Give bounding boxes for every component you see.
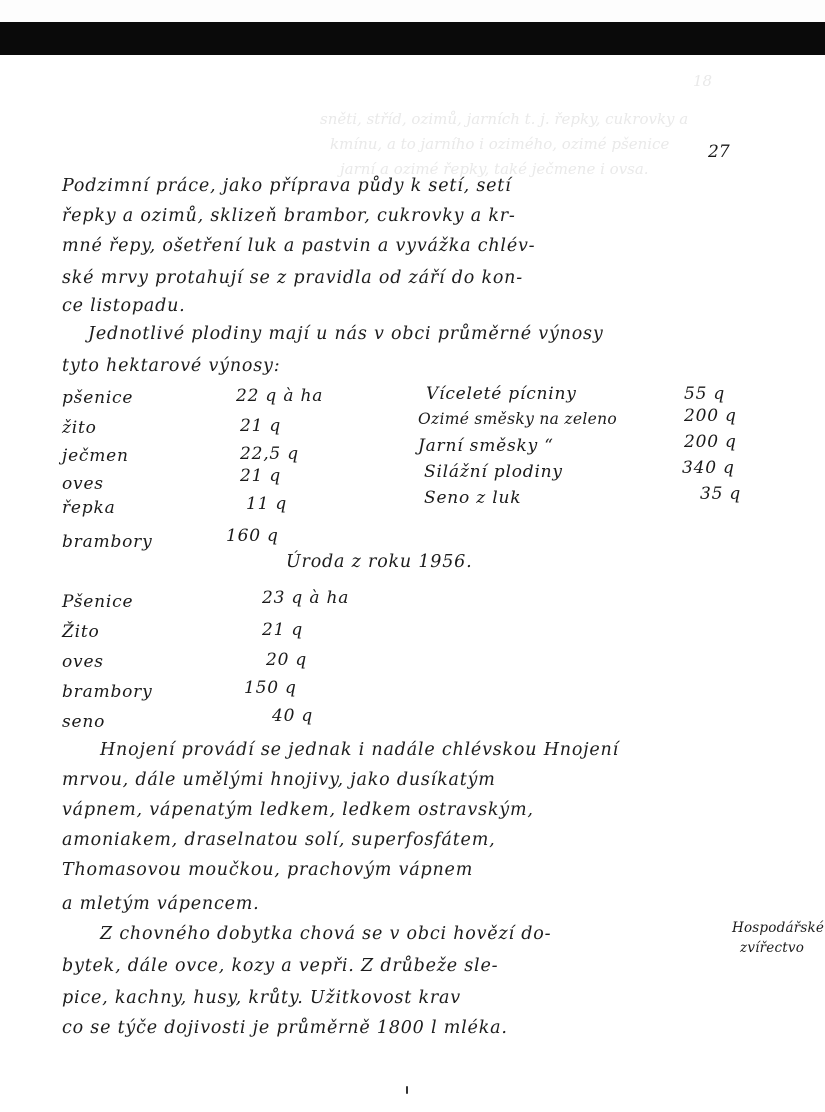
paragraph-line: co se týče dojivosti je průměrně 1800 l mléka.	[62, 1018, 508, 1038]
paragraph-line: amoniakem, draselnatou solí, superfosfátem,	[62, 830, 496, 850]
paragraph-line: ce listopadu.	[62, 296, 186, 316]
crop-yield: 21 q	[262, 620, 304, 640]
crop-name: oves	[62, 652, 104, 672]
crop-yield: 55 q	[684, 384, 726, 404]
crop-name: seno	[62, 712, 106, 732]
crop-name: žito	[62, 418, 97, 438]
paragraph-line: vápnem, vápenatým ledkem, ledkem ostravským,	[62, 800, 534, 820]
paragraph-line: Hnojení provádí se jednak i nadále chlévskou Hnojení	[100, 740, 620, 760]
crop-yield: 21 q	[240, 466, 282, 486]
scan-top-margin	[0, 0, 825, 22]
crop-yield: 340 q	[682, 458, 735, 478]
paragraph-line: mné řepy, ošetření luk a pastvin a vyvážka chlév-	[62, 236, 536, 256]
paragraph-line: bytek, dále ovce, kozy a vepři. Z drůbeže sle-	[62, 956, 499, 976]
crop-name: Ozimé směsky na zeleno	[418, 410, 618, 428]
crop-name: Jarní směsky “	[418, 436, 554, 456]
crop-yield: 160 q	[226, 526, 279, 546]
crop-name: Víceleté pícniny	[426, 384, 577, 404]
crop-name: brambory	[62, 682, 153, 702]
crop-yield: 35 q	[700, 484, 742, 504]
harvest-1956-heading: Úroda z roku 1956.	[286, 552, 473, 572]
crop-name: pšenice	[62, 388, 134, 408]
crop-name: Seno z luk	[424, 488, 522, 508]
crop-yield: 22 q à ha	[236, 386, 324, 406]
margin-note: zvířectvo	[740, 940, 805, 956]
crop-yield: 40 q	[272, 706, 314, 726]
crop-yield: 11 q	[246, 494, 288, 514]
ghost-line: kmínu, a to jarního i ozimého, ozimé pšenice	[330, 135, 670, 153]
paragraph-line: Z chovného dobytka chová se v obci hovězí do-	[100, 924, 552, 944]
intro-line: Jednotlivé plodiny mají u nás v obci průměrné výnosy	[88, 324, 604, 344]
paragraph-line: pice, kachny, husy, krůty. Užitkovost krav	[62, 988, 461, 1008]
ghost-line: jarní a ozimé řepky, také ječmene i ovsa.	[340, 160, 649, 178]
ghost-line: sněti, stříd, ozimů, jarních t. j. řepky, cukrovky a	[320, 110, 689, 128]
paragraph-line: mrvou, dále umělými hnojivy, jako dusíkatým	[62, 770, 496, 790]
crop-yield: 200 q	[684, 406, 737, 426]
crop-yield: 23 q à ha	[262, 588, 350, 608]
margin-note: Hospodářské	[732, 920, 825, 936]
crop-name: řepka	[62, 498, 116, 518]
crop-yield: 150 q	[244, 678, 297, 698]
crop-name: Silážní plodiny	[424, 462, 563, 482]
scan-edge-bar	[0, 22, 825, 55]
crop-name: Pšenice	[62, 592, 134, 612]
crop-yield: 21 q	[240, 416, 282, 436]
crop-name: oves	[62, 474, 104, 494]
intro-line: tyto hektarové výnosy:	[62, 356, 281, 376]
scan-speck	[406, 1086, 408, 1094]
paragraph-line: Thomasovou moučkou, prachovým vápnem	[62, 860, 474, 880]
crop-name: Žito	[62, 622, 100, 642]
crop-yield: 20 q	[266, 650, 308, 670]
paragraph-line: ské mrvy protahují se z pravidla od září do kon-	[62, 268, 523, 288]
paragraph-line: řepky a ozimů, sklizeň brambor, cukrovky a kr-	[62, 206, 516, 226]
crop-yield: 200 q	[684, 432, 737, 452]
paragraph-line: a mletým vápencem.	[62, 894, 260, 914]
crop-yield: 22,5 q	[240, 444, 299, 464]
crop-name: brambory	[62, 532, 153, 552]
paragraph-line: Podzimní práce, jako příprava půdy k setí, setí	[62, 176, 512, 196]
crop-name: ječmen	[62, 446, 129, 466]
page-number: 27	[708, 142, 730, 162]
ghost-page-number: 18	[693, 72, 713, 90]
